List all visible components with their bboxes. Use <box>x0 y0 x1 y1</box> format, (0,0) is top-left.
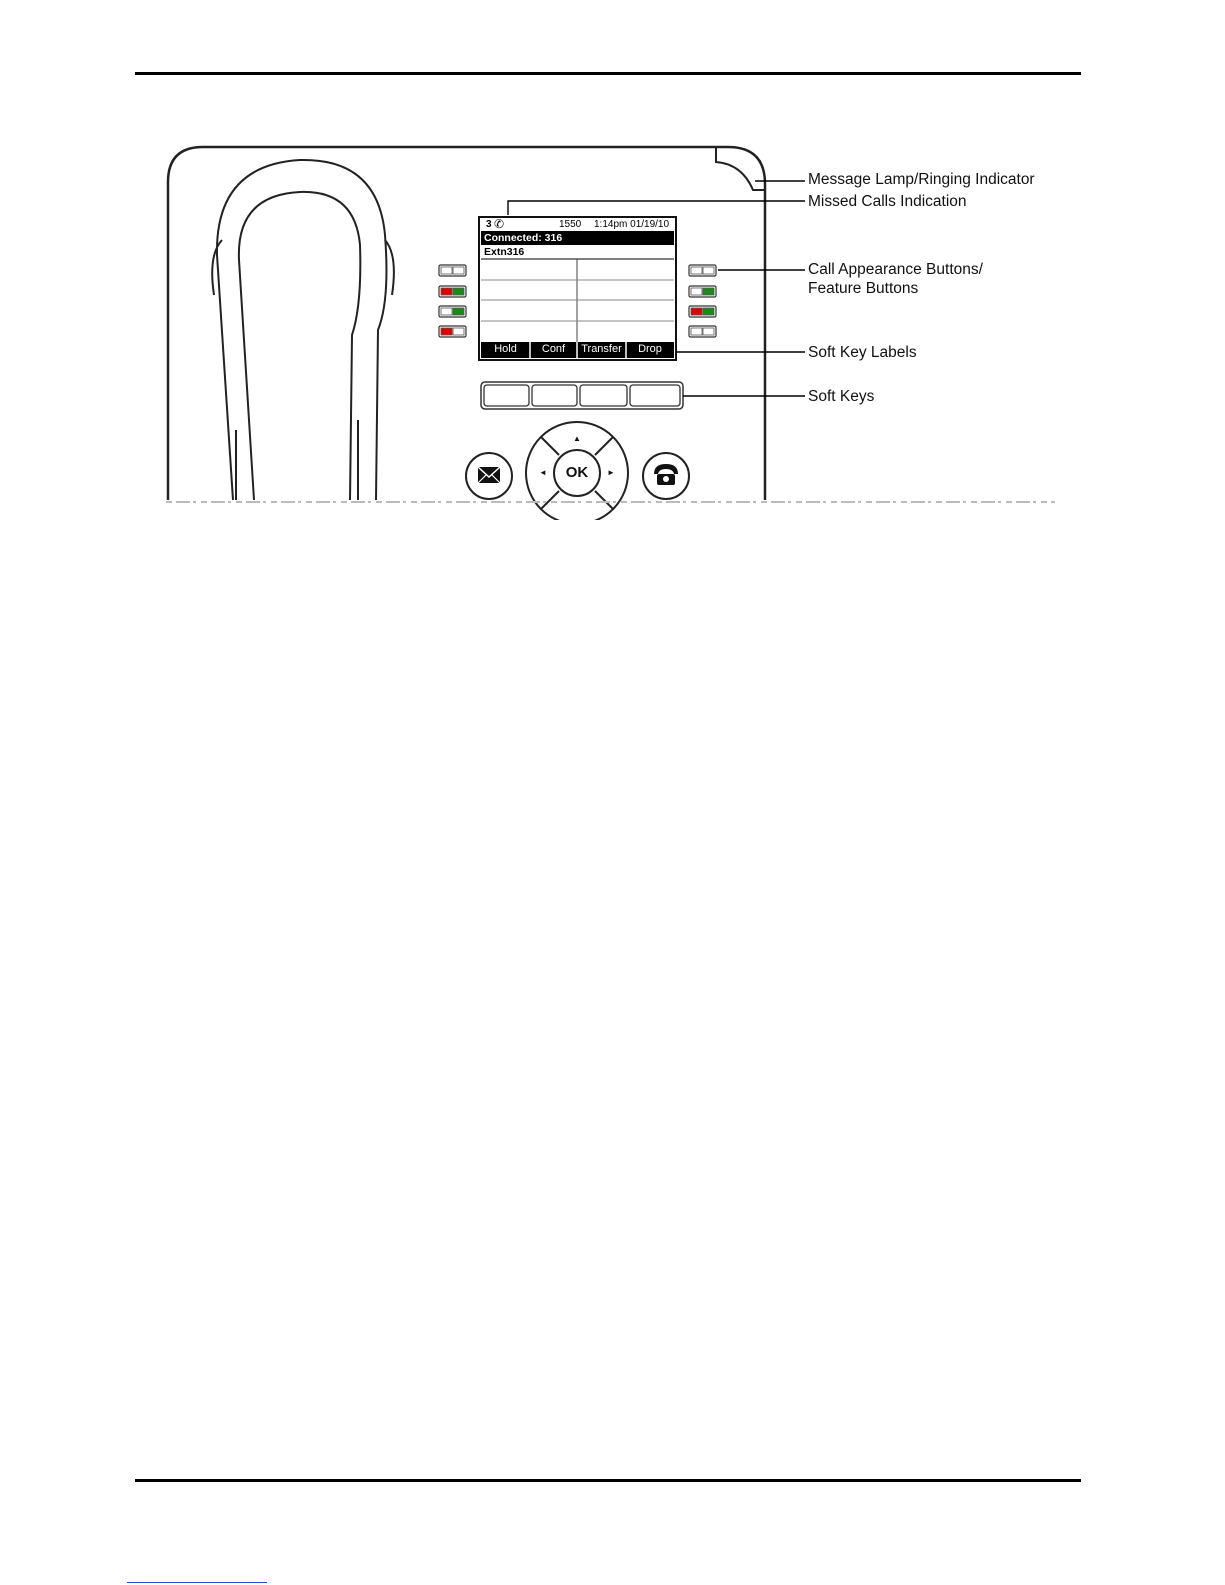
right-lamp-4-b <box>703 328 714 335</box>
envelope-icon <box>478 467 500 483</box>
missed-count: 3 <box>486 219 492 230</box>
callout-call-appearance-line2: Feature Buttons <box>808 280 919 297</box>
callout-missed-calls: Missed Calls Indication <box>808 193 967 210</box>
right-lamp-1-a <box>691 267 702 274</box>
callout-call-appearance-line1: Call Appearance Buttons/ <box>808 261 983 278</box>
callout-message-lamp: Message Lamp/Ringing Indicator <box>808 171 1035 188</box>
leader-missed-calls <box>508 201 805 215</box>
extension-number: 1550 <box>559 219 582 230</box>
softkey-label-conf: Conf <box>541 343 566 355</box>
left-lamp-2-b <box>453 288 464 295</box>
status-line: Connected: 316 <box>484 232 563 244</box>
soft-key-1 <box>484 385 529 406</box>
left-lamp-3-a <box>441 308 452 315</box>
handset <box>212 160 394 500</box>
soft-key-4 <box>630 385 680 406</box>
left-call-appearance-button-3[interactable] <box>439 306 466 317</box>
right-lamp-3-a <box>691 308 702 315</box>
message-button <box>466 453 512 499</box>
message-lamp <box>716 147 765 190</box>
left-lamp-1-b <box>453 267 464 274</box>
right-call-appearance-button-4[interactable] <box>689 326 716 337</box>
right-lamp-4-a <box>691 328 702 335</box>
left-call-appearance-button-4[interactable] <box>439 326 466 337</box>
caller-line: Extn316 <box>484 246 525 258</box>
left-lamp-2-a <box>441 288 452 295</box>
right-lamp-2-a <box>691 288 702 295</box>
missed-call-icon: ✆ <box>494 217 505 231</box>
left-lamp-3-b <box>453 308 464 315</box>
left-call-appearance-button-2[interactable] <box>439 286 466 297</box>
right-lamp-3-b <box>703 308 714 315</box>
time-date: 1:14pm 01/19/10 <box>594 219 670 230</box>
right-call-appearance-buttons <box>689 265 716 337</box>
callout-soft-keys: Soft Keys <box>808 388 875 405</box>
soft-key-2 <box>532 385 577 406</box>
left-call-appearance-buttons <box>439 265 466 337</box>
right-call-appearance-button-2[interactable] <box>689 286 716 297</box>
callout-soft-key-labels: Soft Key Labels <box>808 344 917 361</box>
nav-left-arrow: ◄ <box>539 468 547 477</box>
ok-label: OK <box>565 464 589 481</box>
soft-key-3 <box>580 385 627 406</box>
left-lamp-4-a <box>441 328 452 335</box>
bottom-rule <box>135 1479 1081 1482</box>
phone-diagram <box>0 0 1225 520</box>
nav-up-arrow: ▲ <box>573 434 581 443</box>
footer-link-underline <box>127 1582 267 1583</box>
right-lamp-1-b <box>703 267 714 274</box>
softkey-label-transfer: Transfer <box>581 343 622 355</box>
left-lamp-4-b <box>453 328 464 335</box>
right-call-appearance-button-1[interactable] <box>689 265 716 276</box>
right-lamp-2-b <box>703 288 714 295</box>
softkey-label-hold: Hold <box>494 343 517 355</box>
right-call-appearance-button-3[interactable] <box>689 306 716 317</box>
nav-right-arrow: ► <box>607 468 615 477</box>
soft-keys <box>481 382 683 409</box>
phone-button <box>643 453 689 499</box>
softkey-label-drop: Drop <box>638 343 662 355</box>
left-call-appearance-button-1[interactable] <box>439 265 466 276</box>
left-lamp-1-a <box>441 267 452 274</box>
